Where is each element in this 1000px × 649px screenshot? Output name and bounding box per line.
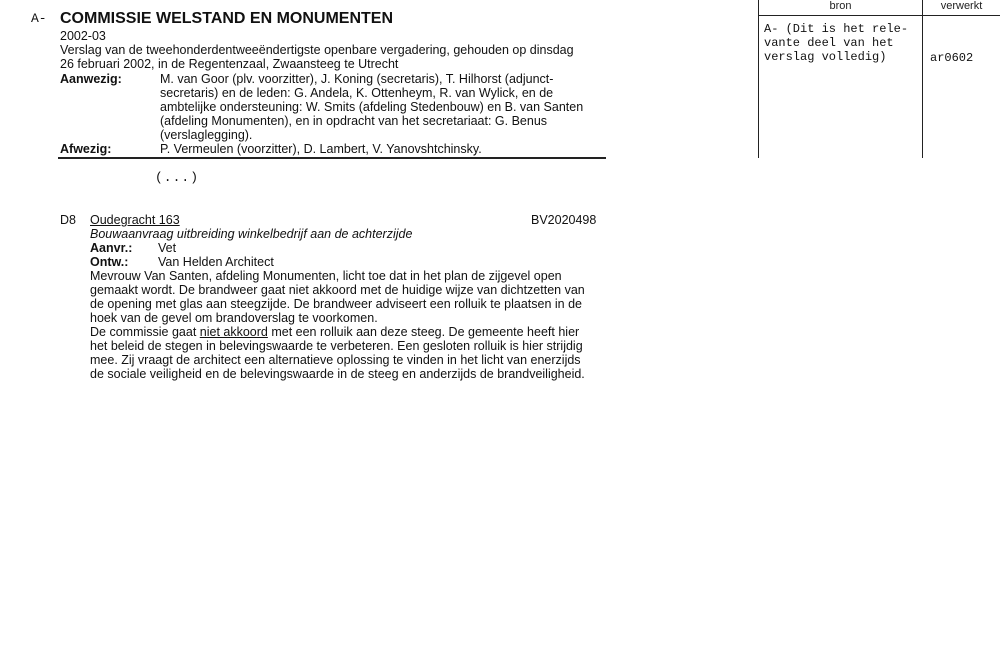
emphasis-not-agreed: niet akkoord [199, 325, 268, 339]
margin-table-divider [922, 0, 923, 158]
item-address: Oudegracht 163 [90, 213, 180, 227]
paragraph-line: Mevrouw Van Santen, afdeling Monumenten, licht toe dat in het plan de zijgevel open [90, 269, 562, 283]
applicant-label: Aanvr.: [90, 241, 133, 255]
column-header-source: bron [829, 0, 852, 12]
paragraph-line: gemaakt wordt. De brandweer gaat niet akkoord met de huidige wijze van dichtzetten van [90, 283, 585, 297]
paragraph-line [90, 325, 579, 340]
paragraph-text: met een rolluik aan deze steeg. De gemeente heeft hier [267, 325, 580, 339]
margin-table-left-border [758, 0, 759, 158]
header-rule [58, 157, 606, 159]
present-line: ambtelijke ondersteuning: W. Smits (afdeling Stedenbouw) en B. van Santen [160, 100, 584, 114]
archive-code: ar0602 [930, 51, 974, 65]
designer-name: Van Helden Architect [158, 255, 274, 269]
absent-label: Afwezig: [60, 142, 112, 156]
column-header-processed: verwerkt [940, 0, 983, 12]
paragraph-line: de sociale veiligheid en de belevingswaarde in de steeg en anderzijds de brandveiligheid. [90, 367, 585, 381]
designer-label: Ontw.: [90, 255, 129, 269]
margin-marker: A- [31, 11, 47, 26]
paragraph-text: De commissie gaat [90, 325, 200, 339]
present-line: (afdeling Monumenten), en in opdracht van het secretariaat: G. Benus [160, 114, 548, 128]
paragraph-line: mee. Zij vraagt de architect een alternatieve oplossing te vinden in het licht van enerzijds [90, 353, 581, 367]
meeting-line-2: 26 februari 2002, in de Regentenzaal, Zwaansteeg te Utrecht [60, 57, 399, 71]
paragraph-line: hoek van de gevel om brandoverslag te voorkomen. [90, 311, 378, 325]
margin-note-line: vante deel van het [764, 36, 894, 50]
paragraph-line: de opening met glas aan steegzijde. De brandweer adviseert een rolluik te plaatsen in de [90, 297, 582, 311]
margin-table-header-rule [758, 15, 1000, 16]
margin-note-line: A- (Dit is het rele- [764, 22, 909, 36]
document-title: COMMISSIE WELSTAND EN MONUMENTEN [60, 10, 394, 27]
present-label: Aanwezig: [60, 72, 122, 86]
applicant-name: Vet [158, 241, 177, 255]
paragraph-line: het beleid de stegen in belevingswaarde te verbeteren. Een gesloten rolluik is hier strijdig [90, 339, 583, 353]
report-year: 2002-03 [60, 29, 106, 43]
meeting-line-1: Verslag van de tweehonderdentweeëndertigste openbare vergadering, gehouden op dinsdag [60, 43, 574, 57]
present-line: M. van Goor (plv. voorzitter), J. Koning (secretaris), T. Hilhorst (adjunct- [160, 72, 554, 86]
item-reference: BV2020498 [531, 213, 597, 227]
absent-text: P. Vermeulen (voorzitter), D. Lambert, V. Yanovshtchinsky. [160, 142, 482, 156]
item-code: D8 [60, 213, 76, 227]
ellipsis-marker: (...) [155, 170, 200, 185]
item-subject: Bouwaanvraag uitbreiding winkelbedrijf aan de achterzijde [90, 227, 413, 241]
present-line: secretaris) en de leden: G. Andela, K. Ottenheym, R. van Wylick, en de [160, 86, 554, 100]
present-line: (verslaglegging). [160, 128, 253, 142]
margin-note-line: verslag volledig) [764, 50, 887, 64]
